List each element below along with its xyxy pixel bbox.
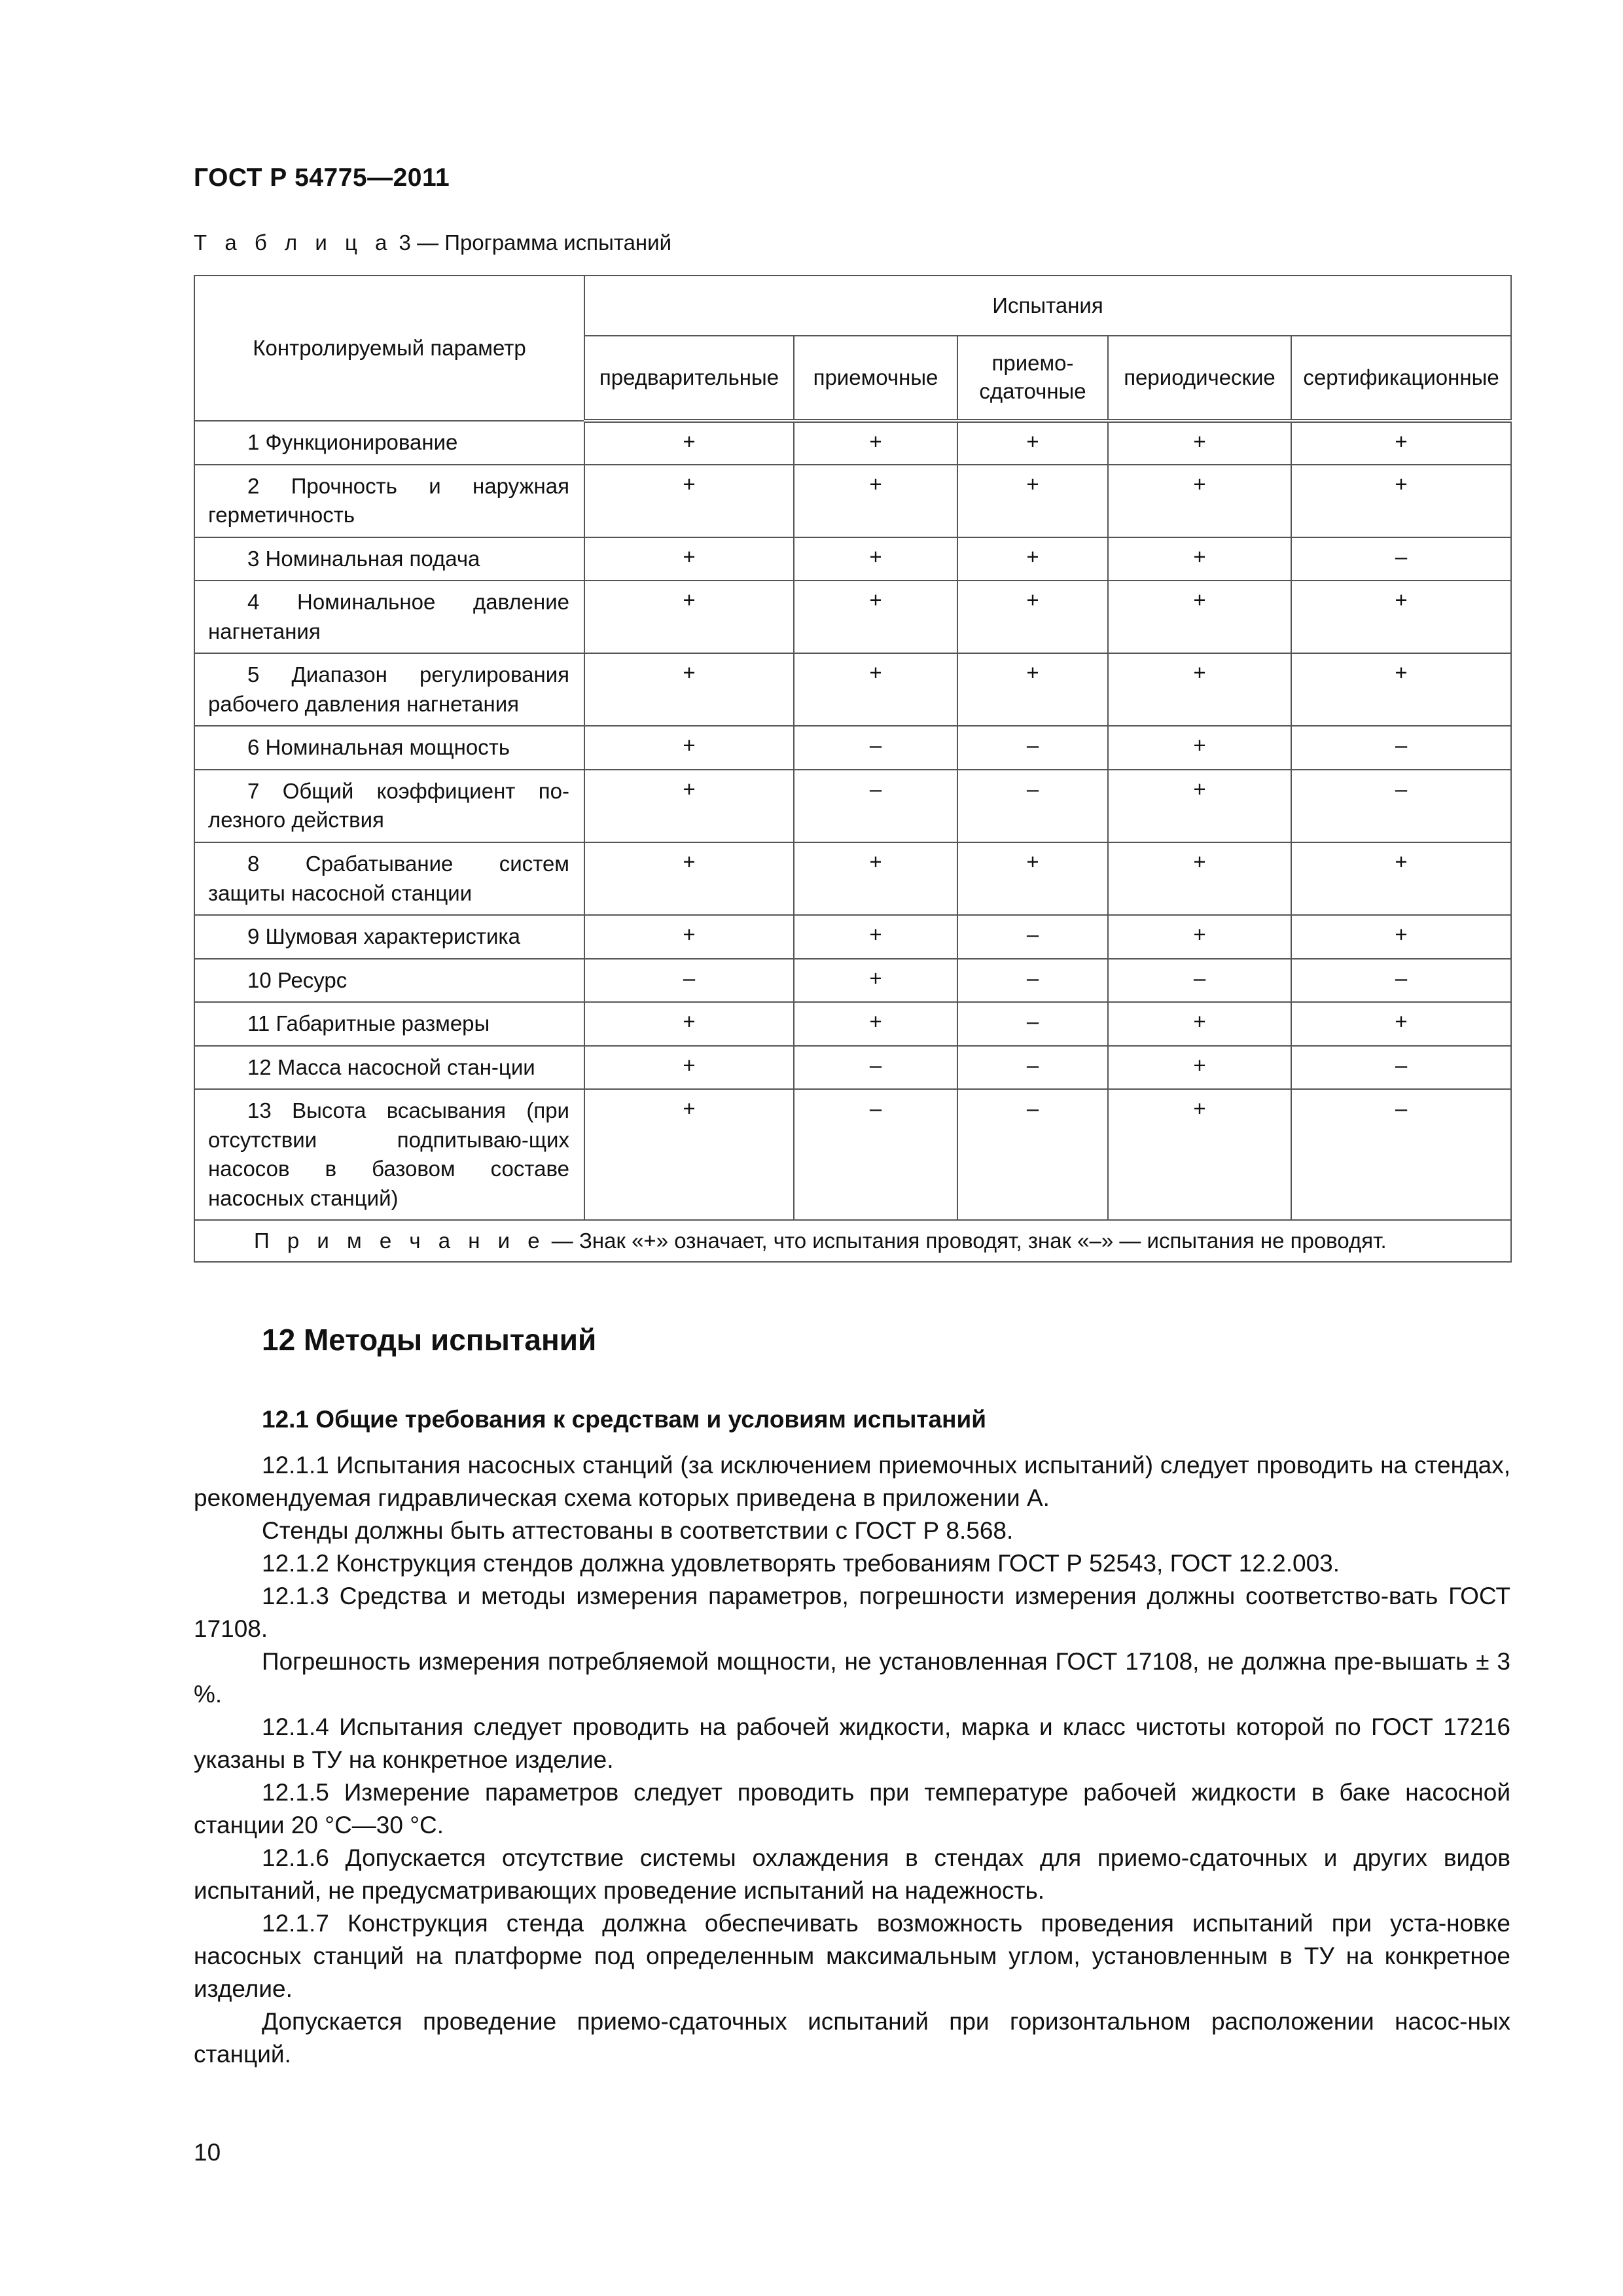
- parameter-cell: [194, 726, 584, 770]
- table-caption-title: 3 — Программа испытаний: [393, 230, 672, 255]
- column-header-test-type: приемочные: [794, 336, 957, 421]
- parameter-number: 8: [247, 852, 260, 876]
- test-mark-cell: +: [957, 653, 1108, 726]
- parameter-number: 7: [247, 778, 260, 803]
- table-row: [194, 1002, 1511, 1046]
- column-header-test-type: сертификационные: [1291, 336, 1511, 421]
- parameter-number: 11: [247, 1011, 270, 1036]
- table-row: [194, 770, 1511, 842]
- test-mark-cell: –: [1291, 1089, 1511, 1220]
- parameter-name: Диапазон регулирования рабочего давления нагнетания: [208, 662, 570, 716]
- table-caption: [194, 230, 671, 255]
- table-row: [194, 842, 1511, 915]
- paragraph: Погрешность измерения потребляемой мощности, не установленная ГОСТ 17108, не должна пре-вышать ± 3 %.: [194, 1648, 1510, 1708]
- test-mark-cell: +: [584, 653, 794, 726]
- table-note-lead: П р и м е ч а н и е: [254, 1229, 546, 1253]
- test-mark-cell: +: [584, 465, 794, 537]
- test-mark-cell: +: [1108, 1089, 1291, 1220]
- paragraph: 12.1.5 Измерение параметров следует проводить при температуре рабочей жидкости в баке насосной станции 20 °С—30 °С.: [194, 1779, 1510, 1839]
- test-mark-cell: –: [794, 1089, 957, 1220]
- parameter-cell: [194, 1046, 584, 1090]
- parameter-name: Номинальная подача: [265, 546, 480, 571]
- test-mark-cell: +: [584, 770, 794, 842]
- parameter-name: Общий коэффициент по-лезного действия: [208, 778, 569, 833]
- column-header-test-type: предварительные: [584, 336, 794, 421]
- table-row: [194, 421, 1511, 465]
- test-mark-cell: +: [957, 421, 1108, 465]
- test-mark-cell: +: [794, 959, 957, 1003]
- paragraph: 12.1.3 Средства и методы измерения параметров, погрешности измерения должны соответство-вать ГОСТ 17108.: [194, 1583, 1510, 1642]
- test-mark-cell: +: [794, 842, 957, 915]
- test-mark-cell: –: [957, 1046, 1108, 1090]
- test-mark-cell: +: [1108, 421, 1291, 465]
- parameter-number: 1: [247, 430, 260, 454]
- parameter-name: Номинальная мощность: [265, 735, 510, 760]
- parameter-cell: [194, 770, 584, 842]
- parameter-cell: [194, 1089, 584, 1220]
- test-mark-cell: +: [584, 915, 794, 959]
- parameter-cell: [194, 653, 584, 726]
- test-mark-cell: +: [584, 421, 794, 465]
- test-mark-cell: +: [794, 537, 957, 581]
- test-mark-cell: –: [794, 770, 957, 842]
- parameter-cell: [194, 537, 584, 581]
- test-mark-cell: –: [1108, 959, 1291, 1003]
- test-mark-cell: +: [1108, 465, 1291, 537]
- document-code: ГОСТ Р 54775—2011: [194, 164, 450, 192]
- test-mark-cell: +: [957, 537, 1108, 581]
- test-mark-cell: +: [794, 421, 957, 465]
- parameter-number: 4: [247, 590, 260, 615]
- test-mark-cell: +: [584, 1046, 794, 1090]
- paragraph: Стенды должны быть аттестованы в соответствии с ГОСТ Р 8.568.: [262, 1517, 1014, 1544]
- test-mark-cell: +: [1108, 1002, 1291, 1046]
- table-row: [194, 1046, 1511, 1090]
- table-row: [194, 581, 1511, 653]
- subsection-heading: 12.1 Общие требования к средствам и условиям испытаний: [262, 1406, 986, 1433]
- column-header-tests: Испытания: [584, 276, 1511, 336]
- test-mark-cell: –: [957, 915, 1108, 959]
- test-mark-cell: –: [584, 959, 794, 1003]
- test-mark-cell: +: [794, 1002, 957, 1046]
- test-mark-cell: +: [957, 842, 1108, 915]
- parameter-name: Масса насосной стан-ции: [277, 1054, 535, 1079]
- parameter-number: 5: [247, 662, 260, 687]
- column-header-test-type: периодические: [1108, 336, 1291, 421]
- test-program-table: [194, 275, 1512, 1263]
- test-mark-cell: +: [1291, 1002, 1511, 1046]
- test-mark-cell: +: [1108, 842, 1291, 915]
- table-row: [194, 653, 1511, 726]
- test-mark-cell: –: [957, 1002, 1108, 1046]
- table-row: [194, 959, 1511, 1003]
- paragraph: 12.1.7 Конструкция стенда должна обеспечивать возможность проведения испытаний при уста-новке насосных станций на платформе под определенным максимальным углом, установленным в ТУ на конкретное изделие.: [194, 1910, 1510, 2002]
- paragraph: Допускается проведение приемо-сдаточных испытаний при горизонтальном расположении насос-ных станций.: [194, 2008, 1510, 2068]
- parameter-name: Ресурс: [277, 967, 348, 992]
- test-mark-cell: +: [1108, 537, 1291, 581]
- parameter-name: Габаритные размеры: [276, 1011, 490, 1036]
- test-mark-cell: +: [1108, 653, 1291, 726]
- paragraph: 12.1.1 Испытания насосных станций (за исключением приемочных испытаний) следует проводить на стендах, рекомендуемая гидравлическая схема которых приведена в приложении А.: [194, 1452, 1510, 1511]
- test-mark-cell: –: [957, 770, 1108, 842]
- table-row: [194, 537, 1511, 581]
- test-mark-cell: +: [584, 842, 794, 915]
- test-mark-cell: +: [1291, 842, 1511, 915]
- parameter-cell: [194, 421, 584, 465]
- parameter-name: Шумовая характеристика: [265, 924, 520, 949]
- test-mark-cell: –: [957, 1089, 1108, 1220]
- table-row: [194, 1089, 1511, 1220]
- test-mark-cell: –: [794, 726, 957, 770]
- test-mark-cell: +: [957, 465, 1108, 537]
- parameter-number: 3: [247, 546, 260, 571]
- test-mark-cell: –: [957, 726, 1108, 770]
- parameter-name: Функционирование: [265, 430, 458, 454]
- test-mark-cell: +: [1108, 770, 1291, 842]
- parameter-name: Срабатывание систем защиты насосной станции: [208, 852, 569, 905]
- test-mark-cell: +: [794, 915, 957, 959]
- test-mark-cell: –: [1291, 537, 1511, 581]
- page-number: 10: [194, 2139, 221, 2166]
- section-heading: 12 Методы испытаний: [262, 1323, 597, 1357]
- paragraph: 12.1.6 Допускается отсутствие системы охлаждения в стендах для приемо-сдаточных и других видов испытаний, не предусматривающих проведение испытаний на надежность.: [194, 1844, 1510, 1904]
- test-mark-cell: +: [794, 581, 957, 653]
- table-row: [194, 465, 1511, 537]
- test-mark-cell: +: [584, 1002, 794, 1046]
- test-mark-cell: +: [1291, 465, 1511, 537]
- parameter-cell: [194, 581, 584, 653]
- test-mark-cell: –: [1291, 959, 1511, 1003]
- test-mark-cell: +: [1108, 581, 1291, 653]
- test-mark-cell: +: [1108, 915, 1291, 959]
- test-mark-cell: –: [957, 959, 1108, 1003]
- test-mark-cell: –: [1291, 770, 1511, 842]
- parameter-cell: [194, 915, 584, 959]
- table-row: [194, 915, 1511, 959]
- table-note-text: — Знак «+» означает, что испытания проводят, знак «–» — испытания не проводят.: [545, 1229, 1387, 1253]
- test-mark-cell: +: [584, 581, 794, 653]
- table-caption-lead: Т а б л и ц а: [194, 230, 393, 255]
- parameter-name: Прочность и наружная герметичность: [208, 473, 569, 528]
- test-mark-cell: +: [1108, 726, 1291, 770]
- test-mark-cell: +: [584, 1089, 794, 1220]
- test-mark-cell: +: [584, 726, 794, 770]
- test-mark-cell: –: [794, 1046, 957, 1090]
- test-mark-cell: +: [584, 537, 794, 581]
- parameter-cell: [194, 842, 584, 915]
- test-mark-cell: +: [1291, 581, 1511, 653]
- parameter-number: 6: [247, 735, 260, 760]
- paragraph: 12.1.4 Испытания следует проводить на рабочей жидкости, марка и класс чистоты которой по ГОСТ 17216 указаны в ТУ на конкретное изделие.: [194, 1713, 1510, 1773]
- test-mark-cell: +: [794, 465, 957, 537]
- test-mark-cell: +: [1291, 421, 1511, 465]
- test-mark-cell: +: [1291, 653, 1511, 726]
- parameter-number: 9: [247, 924, 260, 949]
- paragraph: 12.1.2 Конструкция стендов должна удовлетворять требованиям ГОСТ Р 52543, ГОСТ 12.2.003.: [262, 1550, 1340, 1577]
- column-header-parameter: Контролируемый параметр: [194, 276, 584, 421]
- test-mark-cell: +: [1108, 1046, 1291, 1090]
- test-mark-cell: –: [1291, 1046, 1511, 1090]
- column-header-test-type: приемо- сдаточные: [957, 336, 1108, 421]
- parameter-number: 13: [247, 1098, 272, 1123]
- parameter-name: Высота всасывания (при отсутствии подпитываю-щих насосов в базовом составе насосных станций): [208, 1098, 569, 1210]
- parameter-number: 12: [247, 1054, 272, 1079]
- parameter-number: 10: [247, 967, 272, 992]
- test-mark-cell: –: [1291, 726, 1511, 770]
- parameter-cell: [194, 465, 584, 537]
- table-row: [194, 726, 1511, 770]
- test-mark-cell: +: [1291, 915, 1511, 959]
- table-note: [194, 1220, 1511, 1262]
- body-text: [194, 1449, 1510, 2071]
- parameter-name: Номинальное давление нагнетания: [208, 590, 569, 643]
- parameter-cell: [194, 959, 584, 1003]
- test-mark-cell: +: [794, 653, 957, 726]
- parameter-cell: [194, 1002, 584, 1046]
- test-mark-cell: +: [957, 581, 1108, 653]
- parameter-number: 2: [247, 473, 260, 498]
